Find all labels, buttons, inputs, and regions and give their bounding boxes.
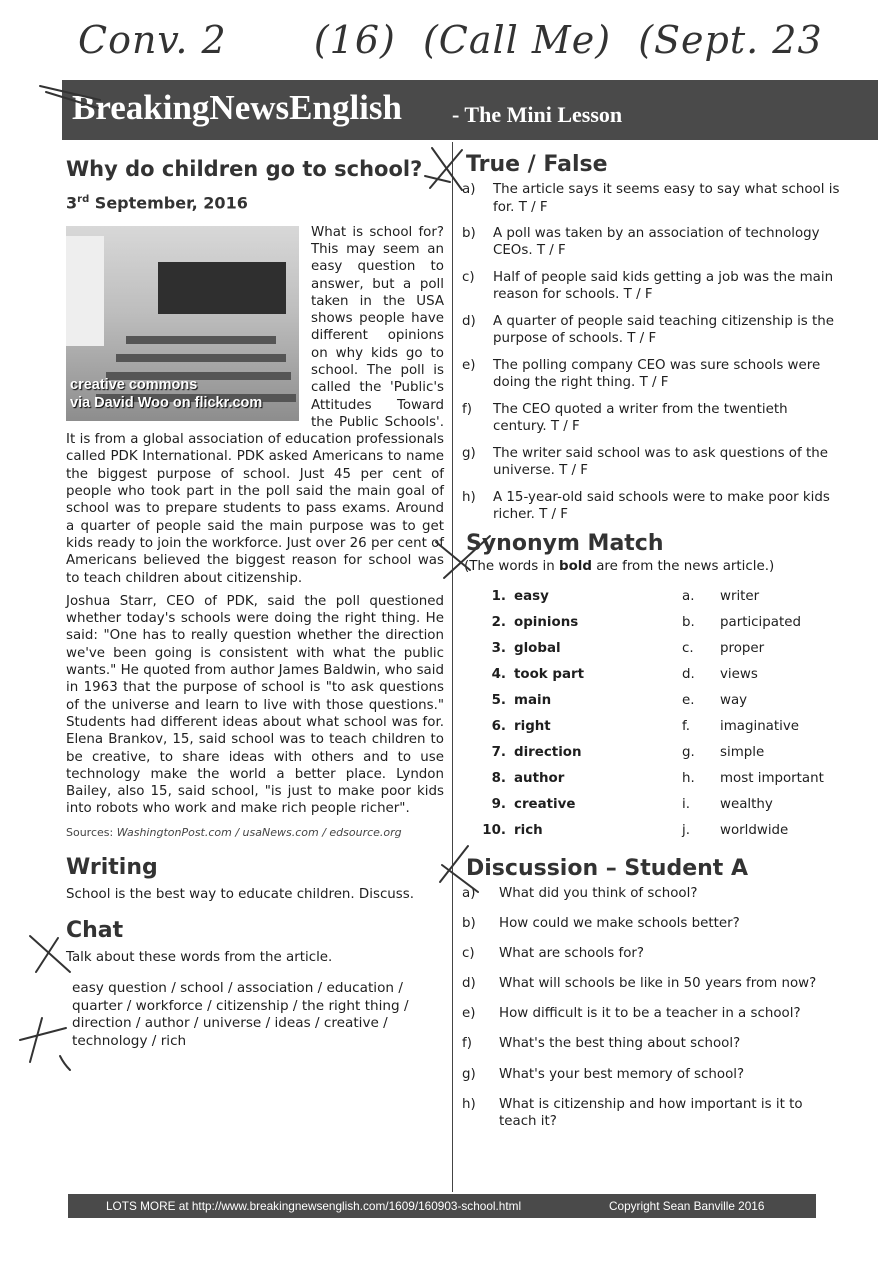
handwritten-date: (Sept. 23 bbox=[638, 18, 823, 62]
synonym-number: 10. bbox=[482, 823, 506, 839]
synonym-number: 3. bbox=[491, 641, 506, 657]
synonym-definition: worldwide bbox=[720, 823, 789, 839]
synonym-letter: b. bbox=[682, 615, 695, 631]
synonym-definition: imaginative bbox=[720, 719, 800, 735]
item-letter: a) bbox=[462, 182, 476, 198]
synonym-definition: most important bbox=[720, 771, 824, 787]
synonym-word: easy bbox=[514, 589, 549, 605]
synonym-word: rich bbox=[514, 823, 543, 839]
synonym-letter: j. bbox=[682, 823, 690, 839]
chat-word-list: easy question / school / association / education / quarter / workforce / citizenship / the right thing / direction / author / universe / ideas / creative / technology / rich bbox=[72, 980, 409, 1049]
photo-credit: creative commons via David Woo on flickr.com bbox=[70, 376, 263, 411]
item-letter: c) bbox=[462, 946, 475, 962]
item-letter: f) bbox=[462, 1036, 472, 1052]
item-letter: b) bbox=[462, 916, 476, 932]
writing-task: School is the best way to educate children. Discuss. bbox=[66, 887, 414, 903]
item-text: What's the best thing about school? bbox=[499, 1036, 741, 1052]
chat-instruction: Talk about these words from the article. bbox=[66, 949, 333, 965]
synonym-letter: f. bbox=[682, 719, 690, 735]
synonym-word: global bbox=[514, 641, 561, 657]
writing-heading: Writing bbox=[66, 855, 158, 881]
synonym-word: took part bbox=[514, 667, 584, 683]
item-text: What are schools for? bbox=[499, 946, 645, 962]
banner-subtitle: - The Mini Lesson bbox=[452, 102, 623, 127]
pen-mark-discussion bbox=[442, 865, 478, 892]
pen-mark-synonym bbox=[436, 542, 470, 570]
article-sources: Sources: WashingtonPost.com / usaNews.com / edsource.org bbox=[66, 825, 402, 839]
synonym-word: direction bbox=[514, 745, 582, 761]
synonym-word: author bbox=[514, 771, 565, 787]
synonym-definition: writer bbox=[720, 589, 760, 605]
synonym-letter: c. bbox=[682, 641, 694, 657]
article-date: 3rd September, 2016 bbox=[66, 193, 248, 213]
item-letter: a) bbox=[462, 886, 476, 902]
item-text: How difficult is it to be a teacher in a school? bbox=[499, 1006, 801, 1022]
chat-heading: Chat bbox=[66, 917, 124, 943]
item-text: The polling company CEO was sure schools were doing the right thing. T / F bbox=[493, 357, 821, 391]
handwritten-conv: Conv. 2 bbox=[78, 18, 227, 62]
synonym-word: main bbox=[514, 693, 552, 709]
synonym-definition: way bbox=[720, 693, 748, 709]
item-letter: h) bbox=[462, 1096, 476, 1112]
item-text: The CEO quoted a writer from the twentieth century. T / F bbox=[493, 401, 788, 435]
item-text: How could we make schools better? bbox=[499, 916, 740, 932]
footer-copyright: Copyright Sean Banville 2016 bbox=[609, 1199, 765, 1213]
article-paragraph-2: Joshua Starr, CEO of PDK, said the poll questioned whether today's schools were doing the right thing. He said: "One has to really question whether the direction we've been going is consistent with what the public wants." He quoted from author James Baldwin, who said in 1963 that the purpose of school is "to ask questions of the universe and learn to live with those questions." Students had different ideas about what school was for. Elena Brankov, 15, said school was to teach children to be creative, to share ideas with others and to use technology make the world a better place. Lyndon Bailey, also 15, said school, "is just to make poor kids into robots who work and make rich people richer". bbox=[66, 593, 444, 817]
item-letter: d) bbox=[462, 313, 476, 329]
item-text: Half of people said kids getting a job was the main reason for schools. T / F bbox=[493, 270, 834, 303]
footer-link[interactable]: LOTS MORE at http://www.breakingnewsenglish.com/1609/160903-school.html bbox=[106, 1199, 522, 1213]
item-letter: e) bbox=[462, 1006, 476, 1022]
item-letter: f) bbox=[462, 401, 472, 417]
item-text: A 15-year-old said schools were to make poor kids richer. T / F bbox=[493, 489, 830, 522]
synonym-word: creative bbox=[514, 797, 576, 813]
synonym-definition: wealthy bbox=[720, 797, 773, 813]
item-letter: g) bbox=[462, 1066, 476, 1082]
synonym-word: right bbox=[514, 719, 551, 735]
synonym-definition: views bbox=[720, 667, 758, 683]
synonym-number: 4. bbox=[491, 667, 506, 683]
article-paragraph-1: What is school for? This may seem an easy question to answer, but a poll taken in the USA shows people have different opinions on why kids go to school. The poll is called the 'Public's Attitudes Toward the Public Schools'. It is from a global association of education professionals called PDK International. PDK asked Americans to name the biggest purpose of school. Just 45 per cent of people who took part in the poll said the main goal of school was to prepare students to pass exams. Around a quarter of people said the main purpose was to get kids ready to join the workforce. Just over 26 per cent of Americans believed the biggest reason for school was to teach children about citizenship. bbox=[66, 224, 444, 586]
item-text: What did you think of school? bbox=[499, 886, 698, 902]
synonym-letter: h. bbox=[682, 771, 695, 787]
item-letter: h) bbox=[462, 489, 476, 505]
pen-mark-writing bbox=[30, 936, 70, 972]
synonym-number: 8. bbox=[491, 771, 506, 787]
synonym-definition: proper bbox=[720, 641, 765, 657]
synonym-number: 1. bbox=[491, 589, 506, 605]
item-letter: c) bbox=[462, 270, 475, 286]
discussion-heading: Discussion – Student A bbox=[466, 855, 748, 881]
synonym-definition: participated bbox=[720, 615, 801, 631]
synonym-letter: d. bbox=[682, 667, 695, 683]
pen-mark-chat bbox=[20, 1028, 66, 1040]
synonym-number: 6. bbox=[491, 719, 506, 735]
article-title: Why do children go to school? bbox=[66, 157, 423, 181]
item-text: The writer said school was to ask questions of the universe. T / F bbox=[493, 445, 828, 478]
synonym-number: 7. bbox=[491, 745, 506, 761]
item-letter: d) bbox=[462, 976, 476, 992]
handwritten-title: (Call Me) bbox=[422, 18, 612, 62]
synonym-note: (The words in bold are from the news article.) bbox=[464, 559, 775, 575]
item-text: A quarter of people said teaching citizenship is the purpose of schools. T / F bbox=[493, 313, 835, 347]
synonym-number: 9. bbox=[491, 797, 506, 813]
handwritten-number: (16) bbox=[313, 18, 396, 62]
synonym-letter: i. bbox=[682, 797, 690, 813]
synonym-letter: e. bbox=[682, 693, 695, 709]
synonym-match-heading: Synonym Match bbox=[466, 531, 664, 557]
synonym-number: 2. bbox=[491, 615, 506, 631]
item-text: A poll was taken by an association of technology CEOs. T / F bbox=[493, 226, 820, 259]
true-false-heading: True / False bbox=[466, 152, 608, 177]
synonym-letter: a. bbox=[682, 589, 695, 605]
synonym-number: 5. bbox=[491, 693, 506, 709]
synonym-word: opinions bbox=[514, 615, 579, 631]
item-letter: e) bbox=[462, 357, 476, 373]
synonym-definition: simple bbox=[720, 745, 765, 761]
item-letter: b) bbox=[462, 226, 476, 242]
brand-title: BreakingNewsEnglish bbox=[72, 88, 402, 127]
item-text: What is citizenship and how important is it to teach it? bbox=[499, 1096, 803, 1129]
item-text: What will schools be like in 50 years from now? bbox=[499, 976, 817, 992]
item-letter: g) bbox=[462, 445, 476, 461]
item-text: What's your best memory of school? bbox=[499, 1066, 745, 1082]
synonym-letter: g. bbox=[682, 745, 695, 761]
item-text: The article says it seems easy to say what school is for. T / F bbox=[493, 182, 840, 215]
